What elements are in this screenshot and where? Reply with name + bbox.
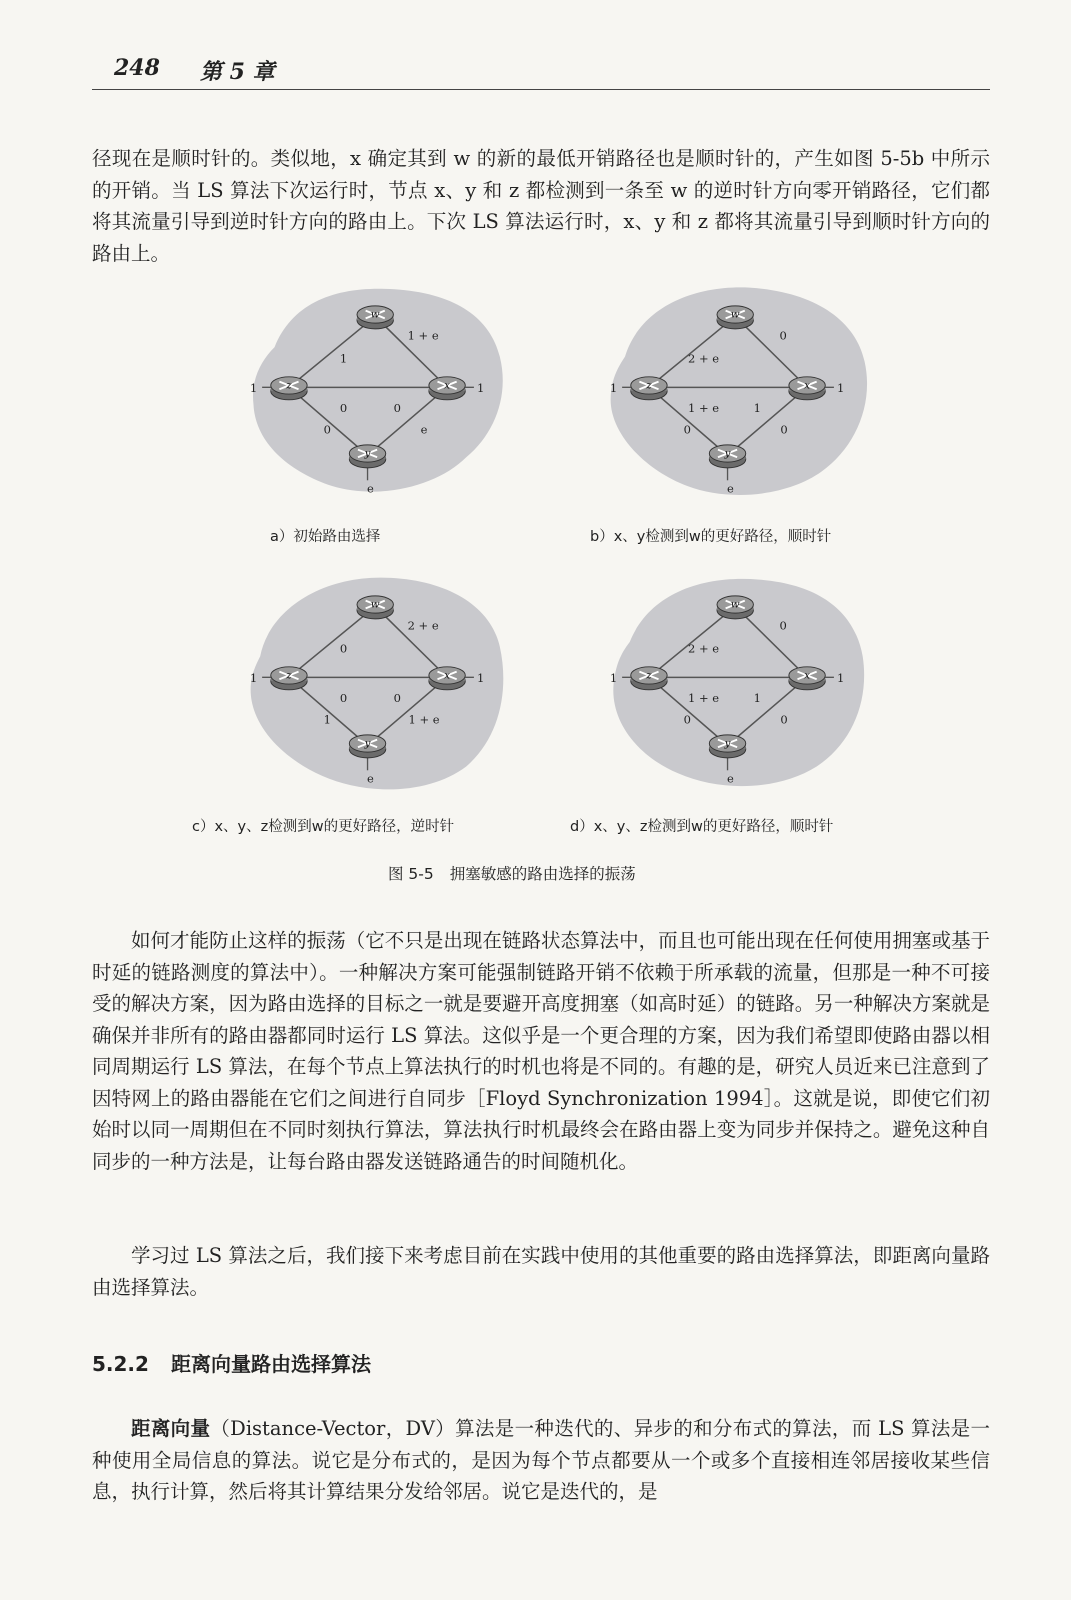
paragraph-1: 径现在是顺时针的。类似地，x 确定其到 w 的新的最低开销路径也是顺时针的，产生如图 5-5b 中所示的开销。当 LS 算法下次运行时，节点 x、y 和 z 都检测到一条至 w 的逆时针方向零开销路径，它们都将其流量引导到逆时针方向的路由上。下次 LS 算法运行时，x、y 和 z 都将其流量引导到顺时针方向的路由上。 xyxy=(92,147,990,265)
router-w xyxy=(357,596,393,619)
link-cost-zy: 0 xyxy=(683,712,691,727)
router-label-w: w xyxy=(370,598,380,611)
chapter-label: 第 5 章 xyxy=(200,59,275,85)
paragraph-2: 如何才能防止这样的振荡（它不只是出现在链路状态算法中，而且也可能出现在任何使用拥塞或基于时延的链路测度的算法中）。一种解决方案可能强制链路开销不依赖于所承载的流量，但那是一种不可接受的解决方案，因为路由选择的目标之一就是要避开高度拥塞（如高时延）的链路。另一种解决方案就是确保并非所有的路由器都同时运行 LS 算法。这似乎是一个更合理的方案，因为我们希望即使路由器以相同周期运行 LS 算法，在每个节点上算法执行的时机也将是不同的。有趣的是，研究人员近来已注意到了因特网上的路由器能在它们之间进行自同步［Floyd Synchronization 1994］。这就是说，即使它们初始时以同一周期但在不同时刻执行算法，算法执行时机最终会在路由器上变为同步并保持之。避免这种自同步的一种方法是，让每台路由器发送链路通告的时间随机化。 xyxy=(92,929,990,1173)
link-cost-zy: 0 xyxy=(323,422,331,437)
router-label-x: x xyxy=(444,669,451,682)
page-header xyxy=(92,55,990,90)
router-label-w: w xyxy=(730,308,740,321)
link-cost-zx_r: 1 xyxy=(753,691,761,706)
section-number: 5.2.2 xyxy=(92,1352,149,1376)
network-diagram-b xyxy=(570,280,910,510)
subfigure-caption-c: c）x、y、z检测到w的更好路径，逆时针 xyxy=(192,819,455,835)
link-cost-zx_l: 0 xyxy=(339,691,348,706)
network-diagram-c xyxy=(210,570,550,800)
link-cost-zx_l: 0 xyxy=(339,401,348,416)
router-label-y: y xyxy=(724,447,731,460)
router-y xyxy=(349,735,385,758)
router-label-y: y xyxy=(724,737,731,750)
link-cost-x_ext: 1 xyxy=(476,671,485,686)
link-cost-y_ext: e xyxy=(367,481,374,496)
link-cost-zx_r: 0 xyxy=(393,401,401,416)
link-cost-wz: 1 xyxy=(339,351,348,366)
link-cost-zx_r: 0 xyxy=(393,691,401,706)
link-cost-xy: 0 xyxy=(780,422,788,437)
router-label-y: y xyxy=(364,737,371,750)
link-cost-x_ext: 1 xyxy=(836,381,845,396)
router-x xyxy=(789,667,825,690)
router-y xyxy=(709,445,745,468)
router-label-x: x xyxy=(444,379,451,392)
link-cost-wz: 0 xyxy=(339,641,348,656)
paragraph-4 xyxy=(92,1413,990,1508)
subfigure-caption-b: b）x、y检测到w的更好路径，顺时针 xyxy=(590,529,832,545)
link-cost-z_ext: 1 xyxy=(609,381,618,396)
link-cost-zx_r: 1 xyxy=(753,401,761,416)
router-w xyxy=(357,306,393,329)
router-label-x: x xyxy=(804,379,811,392)
figure-5-5 xyxy=(192,280,910,890)
link-cost-y_ext: e xyxy=(367,771,374,786)
link-cost-wx: 0 xyxy=(779,328,787,343)
router-label-z: z xyxy=(286,379,292,392)
router-label-y: y xyxy=(364,447,371,460)
router-w xyxy=(717,596,753,619)
link-cost-x_ext: 1 xyxy=(476,381,485,396)
router-label-x: x xyxy=(804,669,811,682)
network-diagram-d xyxy=(570,570,910,800)
router-y xyxy=(709,735,745,758)
link-cost-y_ext: e xyxy=(727,481,734,496)
link-cost-zy: 0 xyxy=(683,422,691,437)
section-title: 距离向量路由选择算法 xyxy=(170,1352,371,1376)
router-z xyxy=(271,667,307,690)
link-cost-wz: 2 + e xyxy=(688,641,720,656)
paragraph-3: 学习过 LS 算法之后，我们接下来考虑目前在实践中使用的其他重要的路由选择算法，即距离向量路由选择算法。 xyxy=(92,1244,990,1299)
section-heading xyxy=(92,1348,371,1377)
link-cost-xy: e xyxy=(420,422,428,437)
link-cost-wx: 0 xyxy=(779,618,787,633)
link-cost-xy: 1 + e xyxy=(408,712,440,727)
link-cost-x_ext: 1 xyxy=(836,671,845,686)
link-cost-zx_l: 1 + e xyxy=(688,691,720,706)
router-label-z: z xyxy=(646,669,652,682)
router-label-w: w xyxy=(730,598,740,611)
router-z xyxy=(631,377,667,400)
subfigure-caption-a: a）初始路由选择 xyxy=(270,529,381,545)
router-label-z: z xyxy=(286,669,292,682)
paragraph-4-term: 距离向量 xyxy=(131,1417,211,1440)
link-cost-zx_l: 1 + e xyxy=(688,401,720,416)
router-label-z: z xyxy=(646,379,652,392)
figure-caption xyxy=(388,862,636,884)
figure-number: 图 5-5 xyxy=(388,865,434,883)
router-z xyxy=(271,377,307,400)
figure-caption-text: 拥塞敏感的路由选择的振荡 xyxy=(449,865,636,883)
router-y xyxy=(349,445,385,468)
link-cost-xy: 0 xyxy=(780,712,788,727)
page-number: 248 xyxy=(114,55,160,81)
link-cost-y_ext: e xyxy=(727,771,734,786)
router-x xyxy=(789,377,825,400)
router-x xyxy=(429,667,465,690)
link-cost-zy: 1 xyxy=(323,712,331,727)
router-x xyxy=(429,377,465,400)
link-cost-wz: 2 + e xyxy=(688,351,720,366)
network-diagram-a xyxy=(210,280,550,510)
paragraph-4-text: （Distance-Vector，DV）算法是一种迭代的、异步的和分布式的算法，而 LS 算法是一种使用全局信息的算法。说它是分布式的，是因为每个节点都要从一个或多个直接相连邻居接收某些信息，执行计算，然后将其计算结果分发给邻居。说它是迭代的，是 xyxy=(92,1417,990,1503)
link-cost-wx: 1 + e xyxy=(407,328,439,343)
link-cost-z_ext: 1 xyxy=(249,671,258,686)
link-cost-z_ext: 1 xyxy=(249,381,258,396)
subfigure-caption-d: d）x、y、z检测到w的更好路径，顺时针 xyxy=(570,819,834,835)
link-cost-z_ext: 1 xyxy=(609,671,618,686)
router-z xyxy=(631,667,667,690)
router-label-w: w xyxy=(370,308,380,321)
link-cost-wx: 2 + e xyxy=(407,618,439,633)
router-w xyxy=(717,306,753,329)
